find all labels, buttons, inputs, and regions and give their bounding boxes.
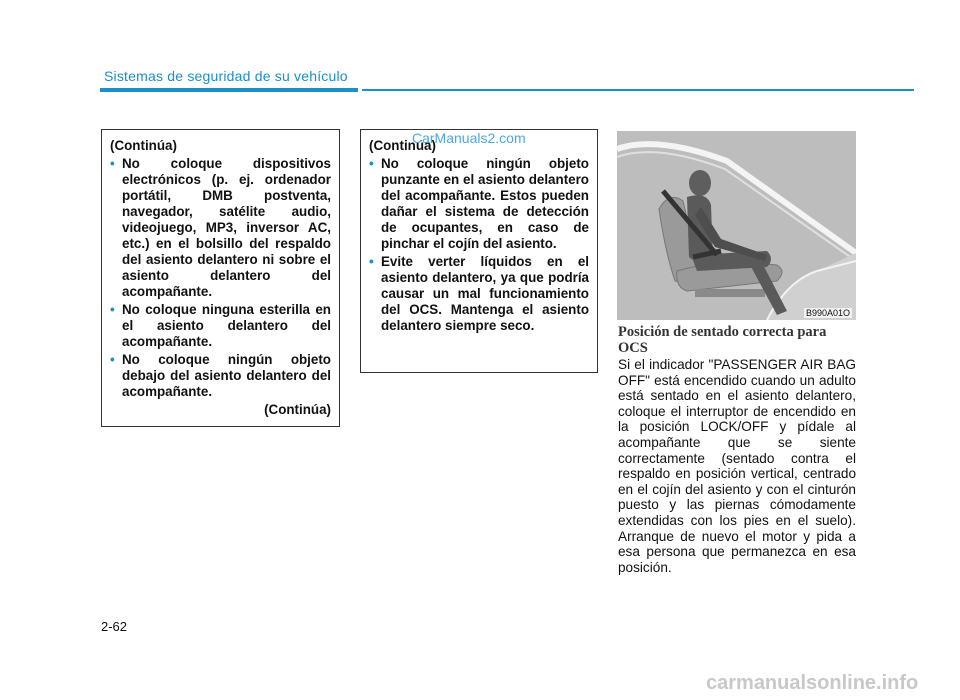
- continued-label: (Continúa): [369, 138, 436, 153]
- continues-label: (Continúa): [264, 402, 331, 417]
- section-heading: Posición de sentado correcta para OCS: [618, 324, 827, 356]
- bullet-icon: •: [369, 156, 374, 171]
- list-item: [369, 254, 589, 334]
- warning-box-left: [101, 129, 340, 427]
- list-item: [110, 156, 331, 300]
- list-item: [110, 352, 331, 400]
- continued-label: (Continúa): [110, 138, 177, 153]
- list-item-text: No coloque ninguna esterilla en el asiento delantero del acompañante.: [122, 302, 331, 349]
- section-header-title: Sistemas de seguridad de su vehículo: [104, 68, 348, 84]
- header-rule-thick: [100, 88, 358, 92]
- list-item-text: Evite verter líquidos en el asiento delantero, ya que podría causar un mal funcionamiento del OCS. Mantenga el asiento delantero siempre seco.: [381, 254, 589, 333]
- header-rule-thin: [362, 89, 914, 91]
- seated-passenger-illustration: [617, 131, 856, 320]
- list-item-text: No coloque dispositivos electrónicos (p. ej. ordenador portátil, DMB postventa, navegador, satélite audio, videojuego, MP3, inversor AC, etc.) en el bolsillo del respaldo del asiento delantero ni sobre el asiento delantero del acompañante.: [122, 156, 331, 299]
- bullet-icon: •: [110, 156, 115, 171]
- watermark-link[interactable]: CarManuals2.com: [412, 130, 526, 146]
- bullet-icon: •: [369, 254, 374, 269]
- passenger-seat-figure: [617, 131, 856, 320]
- bullet-icon: •: [110, 302, 115, 317]
- figure-code: B990A01O: [805, 308, 850, 318]
- bullet-icon: •: [110, 352, 115, 367]
- list-item-text: No coloque ningún objeto debajo del asiento delantero del acompañante.: [122, 352, 331, 399]
- footer-watermark: carmanualsonline.info: [706, 672, 919, 694]
- list-item: [369, 156, 589, 252]
- warning-list: [110, 156, 331, 400]
- list-item: [110, 302, 331, 350]
- section-body: Si el indicador "PASSENGER AIR BAG OFF" está encendido cuando un adulto está sentado en el asiento delantero, coloque el interruptor de encendido en la posición LOCK/OFF y pídale al acompañante que se siente correctamente (sentado contra el respaldo en posición vertical, centrado en el cojín del asiento y con el cinturón puesto y las piernas cómodamente extendidas con los pies en el suelo). Arranque de nuevo el motor y pida a esa persona que permanezca en esa posición.: [618, 357, 856, 575]
- warning-list: [369, 156, 589, 334]
- warning-box-middle: [360, 129, 598, 373]
- page-number: 2-62: [101, 619, 128, 634]
- list-item-text: No coloque ningún objeto punzante en el asiento delantero del acompañante. Estos pueden dañar el sistema de detección de ocupantes, en caso de pinchar el cojín del asiento.: [381, 156, 589, 251]
